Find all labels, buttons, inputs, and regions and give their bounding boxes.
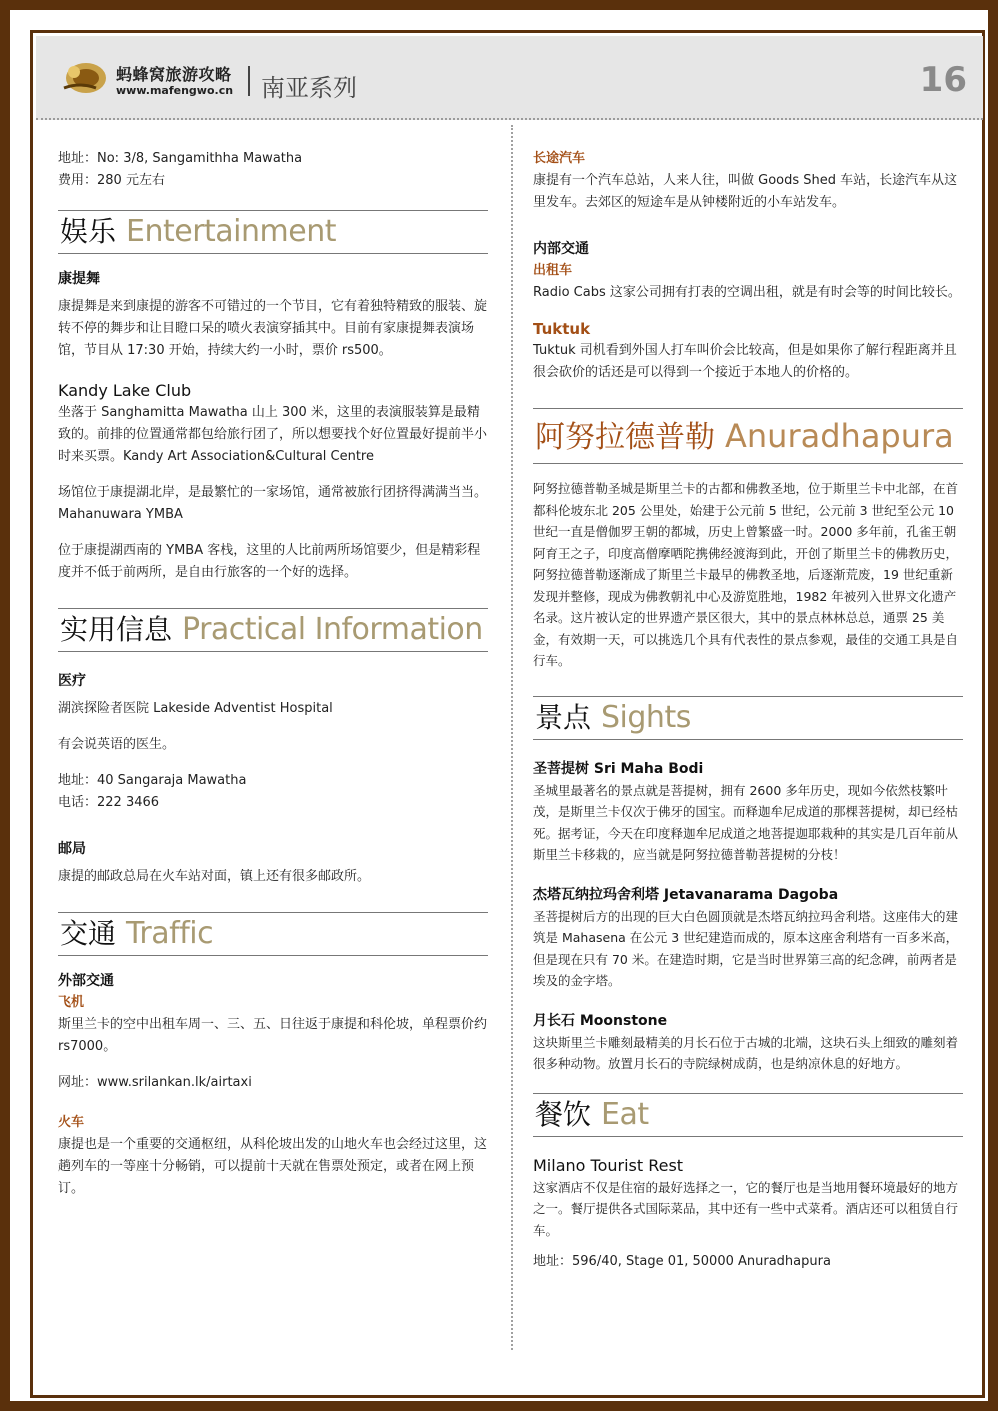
- left-column: [58, 148, 488, 1200]
- section-traffic-heading: [58, 912, 488, 956]
- traffic-title-cn: 交通: [60, 917, 117, 950]
- header-divider: [248, 66, 250, 96]
- hospital-phone: 电话：222 3466: [58, 795, 160, 810]
- plane-website: 网址：www.srilankan.lk/airtaxi: [58, 1075, 252, 1090]
- kandy-dance-text: 康提舞是来到康提的游客不可错过的一个节目，它有着独特精致的服装、旋转不停的舞步和让目瞪口呆的喷火表演穿插其中。目前有家康提舞表演场馆，节目从 17:30 开始，持续大约一小时，票价 rs500。: [58, 299, 488, 358]
- train-text: 康提也是一个重要的交通枢纽，从科伦坡出发的山地火车也会经过这里，这趟列车的一等座十分畅销，可以提前十天就在售票处预定，或者在网上预订。: [58, 1137, 488, 1196]
- cultural-centre-text: 场馆位于康提湖北岸，是最繁忙的一家场馆，通常被旅行团挤得满满当当。Mahanuwara YMBA: [58, 485, 488, 522]
- eat-title-en: Eat: [601, 1096, 649, 1132]
- section-anuradhapura-heading: [533, 408, 963, 464]
- traffic-title-en: Traffic: [126, 916, 214, 951]
- jetavana-title: 杰塔瓦纳拉玛舍利塔 Jetavanarama Dagoba: [533, 886, 839, 903]
- section-sights-heading: [533, 696, 963, 740]
- plane-title: 飞机: [58, 995, 85, 1010]
- moonstone-title: 月长石 Moonstone: [533, 1012, 668, 1029]
- taxi-text: Radio Cabs 这家公司拥有打表的空调出租，就是有时会等的时间比较长。: [533, 285, 961, 300]
- plane-text: 斯里兰卡的空中出租车周一、三、五、日往返于康提和科伦坡，单程票价约 rs7000。: [58, 1017, 488, 1054]
- hospital-address: 地址：40 Sangaraja Mawatha: [58, 773, 247, 788]
- page-frame: [10, 10, 988, 1401]
- milano-text: 这家酒店不仅是住宿的最好选择之一，它的餐厅也是当地用餐环境最好的地方之一。餐厅提供各式国际菜品，其中还有一些中式菜肴。酒店还可以租赁自行车。: [533, 1179, 959, 1238]
- hospital-name: 湖滨探险者医院 Lakeside Adventist Hospital: [58, 701, 333, 716]
- intro-cost: 费用：280 元左右: [58, 173, 165, 188]
- moonstone-text: 这块斯里兰卡雕刻最精美的月长石位于古城的北端，这块石头上细致的雕刻着很多种动物。放置月长石的寺院绿树成荫，也是纳凉休息的好地方。: [533, 1034, 959, 1071]
- page-header: [36, 36, 983, 120]
- bodhi-text: 圣城里最著名的景点就是菩提树，拥有 2600 多年历史，现如今依然枝繁叶茂，是斯里兰卡仅次于佛牙的国宝。而释迦牟尼成道的那棵菩提树，却已经枯死。据考证，今天在印度释迦牟尼成道之地菩提迦耶栽种的其实是几百年前从斯里兰卡移栽的，应当就是阿努拉德普勒菩提树的分枝！: [533, 782, 959, 862]
- intro-address: 地址：No: 3/8, Sangamithha Mawatha: [58, 151, 303, 166]
- kandy-dance-title: 康提舞: [58, 271, 100, 287]
- section-entertainment-heading: [58, 210, 488, 254]
- lake-club-text: 坐落于 Sanghamitta Mawatha 山上 300 米，这里的表演服装算是最精致的。前排的位置通常都包给旅行团了，所以想要找个好位置最好提前半小时来买票。Kandy Art Association&Cultural Centre: [58, 405, 488, 464]
- internal-traffic-title: 内部交通: [533, 241, 589, 257]
- medical-title: 医疗: [58, 673, 86, 689]
- bus-text: 康提有一个汽车总站，人来人往，叫做 Goods Shed 车站，长途汽车从这里发车。去郊区的短途车是从钟楼附近的小车站发车。: [533, 173, 958, 210]
- milano-title: Milano Tourist Rest: [533, 1155, 684, 1175]
- page-number: 16: [919, 60, 967, 100]
- ymba-text: 位于康提湖西南的 YMBA 客栈，这里的人比前两所场馆要少，但是精彩程度并不低于前两所，是自由行旅客的一个好的选择。: [58, 543, 481, 580]
- practical-title-en: Practical Information: [182, 612, 483, 647]
- external-traffic-title: 外部交通: [58, 973, 114, 989]
- practical-title-cn: 实用信息: [60, 613, 173, 646]
- section-practical-heading: [58, 608, 488, 652]
- section-eat-heading: [533, 1093, 963, 1137]
- post-text: 康提的邮政总局在火车站对面，镇上还有很多邮政所。: [58, 869, 371, 884]
- taxi-title: 出租车: [533, 263, 573, 278]
- bodhi-title: 圣菩提树 Sri Maha Bodi: [533, 760, 704, 777]
- column-divider: [511, 125, 513, 1350]
- page: [30, 30, 985, 1398]
- hospital-note: 有会说英语的医生。: [58, 737, 176, 752]
- logo-text: 蚂蜂窝旅游攻略: [116, 65, 232, 84]
- mafengwo-logo-icon: [60, 58, 108, 96]
- jetavana-text: 圣菩提树后方的出现的巨大白色圆顶就是杰塔瓦纳拉玛舍利塔。这座伟大的建筑是 Mahasena 在公元 3 世纪建造而成的，原本这座舍利塔有一百多米高，但是现在只有 70 米。在建造时期，它是当时世界第三高的纪念碑，前两者是埃及的金字塔。: [533, 908, 959, 988]
- tuktuk-title: Tuktuk: [533, 320, 591, 338]
- lake-club-title: Kandy Lake Club: [58, 381, 192, 400]
- post-title: 邮局: [58, 841, 86, 857]
- tuktuk-text: Tuktuk 司机看到外国人打车叫价会比较高，但是如果你了解行程距离并且很会砍价的话还是可以得到一个接近于本地人的价格的。: [533, 343, 957, 380]
- sights-title-en: Sights: [601, 699, 691, 735]
- eat-title-cn: 餐饮: [535, 1097, 592, 1131]
- entertainment-title-cn: 娱乐: [60, 215, 117, 248]
- series-title: 南亚系列: [261, 74, 357, 102]
- milano-address: 地址：596/40, Stage 01, 50000 Anuradhapura: [533, 1254, 831, 1269]
- bus-title: 长途汽车: [533, 151, 586, 166]
- sights-title-cn: 景点: [535, 700, 592, 734]
- anuradhapura-title-en: Anuradhapura: [725, 417, 954, 455]
- anuradhapura-title-cn: 阿努拉德普勒: [535, 420, 715, 455]
- train-title: 火车: [58, 1115, 85, 1130]
- right-column: [533, 148, 963, 1273]
- anuradhapura-text: 阿努拉德普勒圣城是斯里兰卡的古都和佛教圣地，位于斯里兰卡中北部，在首都科伦坡东北 205 公里处，始建于公元前 5 世纪，公元前 3 世纪至公元 10 世纪一直是僧伽罗王朝的都城，历史上曾繁盛一时。2000 多年前，孔雀王朝阿育王之子，印度高僧摩哂陀携佛经渡海到此，开创了斯里兰卡的佛教历史，阿努拉德普勒逐渐成了斯里兰卡最早的佛教圣地，后逐渐荒废，19 世纪重新发现并整修，现成为佛教朝礼中心及游览胜地，1982 年被列入世界文化遗产名录。这片被认定的世界遗产景区很大，其中的景点林林总总，通票 25 美金，有效期一天，可以挑选几个具有代表性的景点参观，最佳的交通工具是自行车。: [533, 481, 959, 668]
- logo-url: www.mafengwo.cn: [116, 84, 234, 97]
- entertainment-title-en: Entertainment: [126, 214, 336, 249]
